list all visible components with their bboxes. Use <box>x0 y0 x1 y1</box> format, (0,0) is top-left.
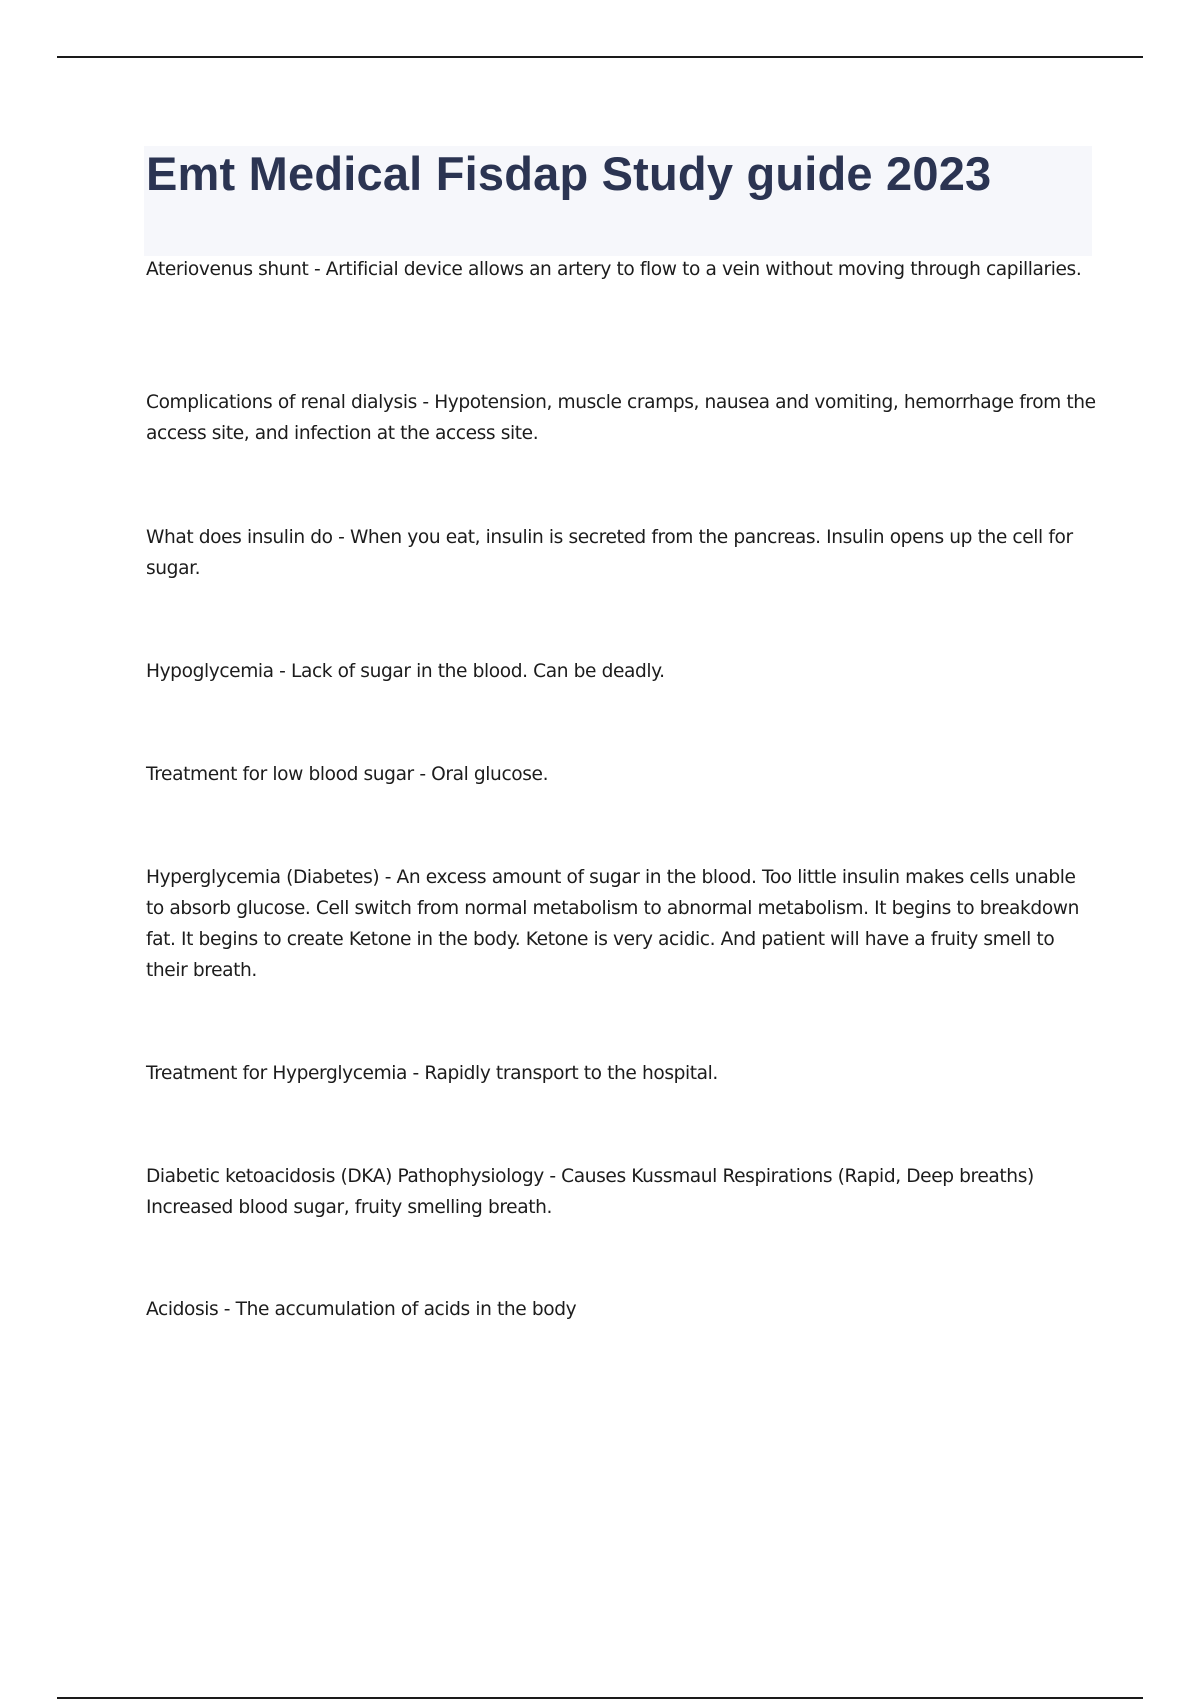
study-entry-ateriovenus-shunt: Ateriovenus shunt - Artificial device allows an artery to flow to a vein without moving through capillaries. <box>146 259 1082 280</box>
study-entry-dka: Diabetic ketoacidosis (DKA) Pathophysiology - Causes Kussmaul Respirations (Rapid, Deep breaths) Increased blood sugar, fruity smelling breath. <box>146 1166 1034 1218</box>
study-entry-hypoglycemia: Hypoglycemia - Lack of sugar in the blood. Can be deadly. <box>146 661 665 682</box>
study-entry-hyperglycemia-treatment: Treatment for Hyperglycemia - Rapidly transport to the hospital. <box>146 1063 718 1084</box>
top-rule <box>57 56 1143 58</box>
study-entry-low-blood-sugar-treatment: Treatment for low blood sugar - Oral glucose. <box>146 764 549 785</box>
bottom-rule <box>57 1697 1143 1699</box>
page-title: Emt Medical Fisdap Study guide 2023 <box>146 147 992 200</box>
study-entry-renal-dialysis: Complications of renal dialysis - Hypotension, muscle cramps, nausea and vomiting, hemorrhage from the access site, and infection at the access site. <box>146 392 1096 444</box>
title-banner <box>144 146 1092 256</box>
study-entry-hyperglycemia: Hyperglycemia (Diabetes) - An excess amount of sugar in the blood. Too little insulin makes cells unable to absorb glucose. Cell switch from normal metabolism to abnormal metabolism. It begins to breakdown fat. It begins to create Ketone in the body. Ketone is very acidic. And patient will have a fruity smell to their breath. <box>146 867 1079 981</box>
study-entry-acidosis: Acidosis - The accumulation of acids in the body <box>146 1299 577 1320</box>
study-entry-insulin: What does insulin do - When you eat, insulin is secreted from the pancreas. Insulin opens up the cell for sugar. <box>146 527 1073 579</box>
